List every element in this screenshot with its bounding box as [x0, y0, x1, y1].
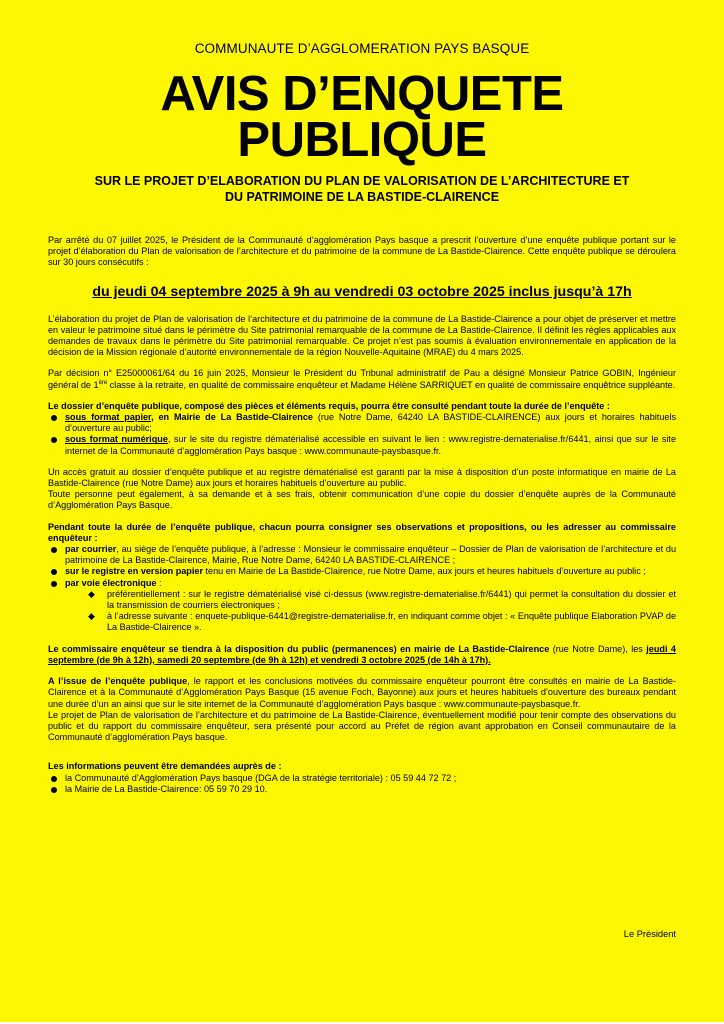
list-item — [48, 784, 676, 795]
conclusion-paragraph-2: Le projet de Plan de valorisation de l’architecture et du patrimoine de La Bastide-Clairence, éventuellement modifié pour tenir compte des observations du public et du rapport du commissaire enquêteur, sera présenté pour accord au Préfet de région avant approbation en Conseil communautaire de la Communauté d’agglomération Pays basque. — [48, 709, 676, 743]
permanences-heading: Le commissaire enquêteur se tiendra à la disposition du public (permanences) en mairie de La Bastide-Clairence — [48, 643, 550, 654]
electronic-option-2: à l’adresse suivante : enquete-publique-6441@registre-dematerialise.fr, en indiquant comme objet : « Enquête publique Elaboration PVAP de La Bastide-Clairence ». — [107, 611, 676, 633]
permanences-text: (rue Notre Dame), les — [549, 643, 647, 654]
paper-format-location: , en Mairie de La Bastide-Clairence — [151, 412, 313, 423]
list-item — [48, 544, 676, 566]
inquiry-dates: du jeudi 04 septembre 2025 à 9h au vendredi 03 octobre 2025 inclus jusqu’à 17h — [92, 283, 632, 300]
bullet-icon — [51, 415, 57, 421]
dossier-list — [48, 412, 676, 457]
info-contact-1: la Communauté d’Agglomération Pays basque (DGA de la stratégie territoriale) : 05 59 44 72 72 ; — [65, 772, 457, 783]
bullet-icon — [51, 569, 57, 575]
digital-format-text: , sur le site du registre dématérialisé accessible en suivant le lien : www.registre-dematerialise.fr/6441, ainsi que sur le site internet de la Communauté d’agglomération Pays basque : www.communaute-paysbasque.fr. — [65, 434, 676, 456]
list-item — [48, 578, 676, 634]
list-item — [48, 566, 676, 577]
diamond-bullet-icon: ◆ — [88, 588, 95, 599]
observations-heading-text: Pendant toute la durée de l’enquête publique, chacun pourra consigner ses observations et propositions, ou les adresser au commissaire enquêteur : — [48, 521, 676, 543]
ordinal-superscript: ère — [98, 379, 108, 386]
bullet-icon — [51, 437, 57, 443]
electronic-text: : — [156, 577, 162, 588]
permanences-paragraph — [48, 644, 676, 666]
notice-title — [0, 67, 724, 167]
electronic-sublist — [65, 589, 676, 634]
access-paragraph-2: Toute personne peut également, à sa demande et à ses frais, obtenir communication d’une copie du dossier d’enquête auprès de la Communauté d’Agglomération Pays Basque. — [48, 489, 676, 511]
bullet-icon — [51, 581, 57, 587]
paper-format-label: sous format papier — [65, 412, 152, 423]
paper-format-text: (rue Notre Dame, 64240 LA BASTIDE-CLAIRENCE) aux jours et horaires habituels d’ouverture au public; — [65, 412, 676, 434]
list-item — [48, 412, 676, 434]
subtitle-line-2: DU PATRIMOINE DE LA BASTIDE-CLAIRENCE — [224, 190, 500, 204]
commissioner-paragraph — [48, 368, 676, 390]
digital-format-label: sous format numérique — [65, 434, 168, 445]
notice-body — [48, 235, 676, 805]
subtitle-line-1: SUR LE PROJET D’ELABORATION DU PLAN DE VALORISATION DE L’ARCHITECTURE ET — [94, 174, 630, 188]
list-item — [48, 434, 676, 456]
observations-list — [48, 544, 676, 634]
info-contact-2: la Mairie de La Bastide-Clairence: 05 59 70 29 10. — [65, 783, 268, 794]
info-heading-text: Les informations peuvent être demandées auprès de : — [48, 761, 282, 772]
signature: Le Président — [623, 929, 676, 939]
observations-heading — [48, 522, 676, 544]
bullet-icon — [51, 787, 57, 793]
title-line-1: AVIS D’ENQUETE — [160, 67, 564, 121]
conclusion-heading: A l’issue de l’enquête publique — [48, 676, 188, 687]
bullet-icon — [51, 547, 57, 553]
commissioner-text-2: classe à la retraite, en qualité de commissaire enquêteur et Madame Hélène SARRIQUET en qualité de commissaire enquêtrice suppléante. — [107, 379, 676, 390]
organization-name: COMMUNAUTE D’AGGLOMERATION PAYS BASQUE — [194, 41, 530, 56]
access-paragraph-1: Un accès gratuit au dossier d’enquête publique et au registre dématérialisé est garanti par la mise à disposition d’un poste informatique en mairie de La Bastide-Clairence (rue Notre Dame) aux jours et horaires habituels d’ouverture au public. — [48, 466, 676, 489]
dossier-heading-text: Le dossier d’enquête publique, composé des pièces et éléments requis, pourra être consulté pendant toute la durée de l’enquête : — [48, 400, 610, 411]
conclusion-paragraph-1 — [48, 676, 676, 710]
courrier-label: par courrier — [65, 544, 117, 555]
project-description: L’élaboration du projet de Plan de valorisation de l’architecture et du patrimoine de la commune de La Bastide-Clairence a pour objet de préserver et mettre en valeur le patrimoine situé dans le périmètre du Site patrimonial remarquable de la commune de La Bastide-Clairence. Il définit les règles applicables aux demandes de travaux dans le périmètre du Site patrimonial remarquable. Ce projet n’est pas soumis à évaluation environnementale en application de la décision de la Mission régionale d’autorité environnementale de la région Nouvelle-Aquitaine (MRAE) du 4 mars 2025. — [48, 313, 676, 358]
list-item — [80, 611, 676, 633]
electronic-option-1: préférentiellement : sur le registre dématérialisé visé ci-dessus (www.registre-dematerialise.fr/6441) qui permet la consultation du dossier et la transmission de courriers électroniques ; — [107, 588, 676, 611]
commissioner-text-1: Par décision n° E25000061/64 du 16 juin 2025, Monsieur le Président du Tribunal administratif de Pau a désigné Monsieur Patrice GOBIN, Ingénieur général de 1 — [48, 368, 676, 390]
title-line-2: PUBLIQUE — [237, 113, 487, 167]
list-item — [80, 589, 676, 611]
info-list — [48, 773, 676, 795]
conclusion-text: , le rapport et les conclusions motivées du commissaire enquêteur pourront être consultés en mairie de La Bastide-Clairence et à la Communauté d’Agglomération Pays Basque (15 avenue Foch, Bayonne) aux jours et heures habituels d’ouverture des bureaux pendant une durée d’un an ainsi que sur le site internet de la Communauté d’agglomération Pays basque : www.communaute-paysbasque.fr. — [48, 676, 676, 709]
list-item — [48, 773, 676, 784]
diamond-bullet-icon: ◆ — [88, 611, 95, 622]
permanences-dates: jeudi 4 septembre (de 9h à 12h), samedi 20 septembre (de 9h à 12h) et vendredi 3 octobre 2025 (de 14h à 17h). — [48, 643, 676, 665]
info-heading — [48, 761, 676, 772]
dossier-heading — [48, 401, 676, 412]
registre-text: tenu en Mairie de La Bastide-Clairence, rue Notre Dame, aux jours et heures habituels d’ouverture au public ; — [202, 566, 646, 577]
notice-subtitle — [0, 173, 724, 205]
intro-paragraph: Par arrêté du 07 juillet 2025, le Président de la Communauté d’agglomération Pays basque a prescrit l’ouverture d’une enquête publique portant sur le projet d’élaboration du Plan de valorisation de l’architecture et du patrimoine de la commune de La Bastide-Clairence. Cette enquête publique se déroulera sur 30 jours consécutifs : — [48, 235, 676, 268]
electronic-label: par voie électronique — [65, 577, 157, 588]
bullet-icon — [51, 776, 57, 782]
registre-label: sur le registre en version papier — [65, 566, 203, 577]
courrier-text: , au siège de l’enquête publique, à l’adresse : Monsieur le commissaire enquêteur – Dossier de Plan de valorisation de l’architecture et du patrimoine de La Bastide-Clairence, Mairie, Rue Notre Dame, 64240 LA BASTIDE-CLAIRENCE ; — [65, 544, 677, 566]
